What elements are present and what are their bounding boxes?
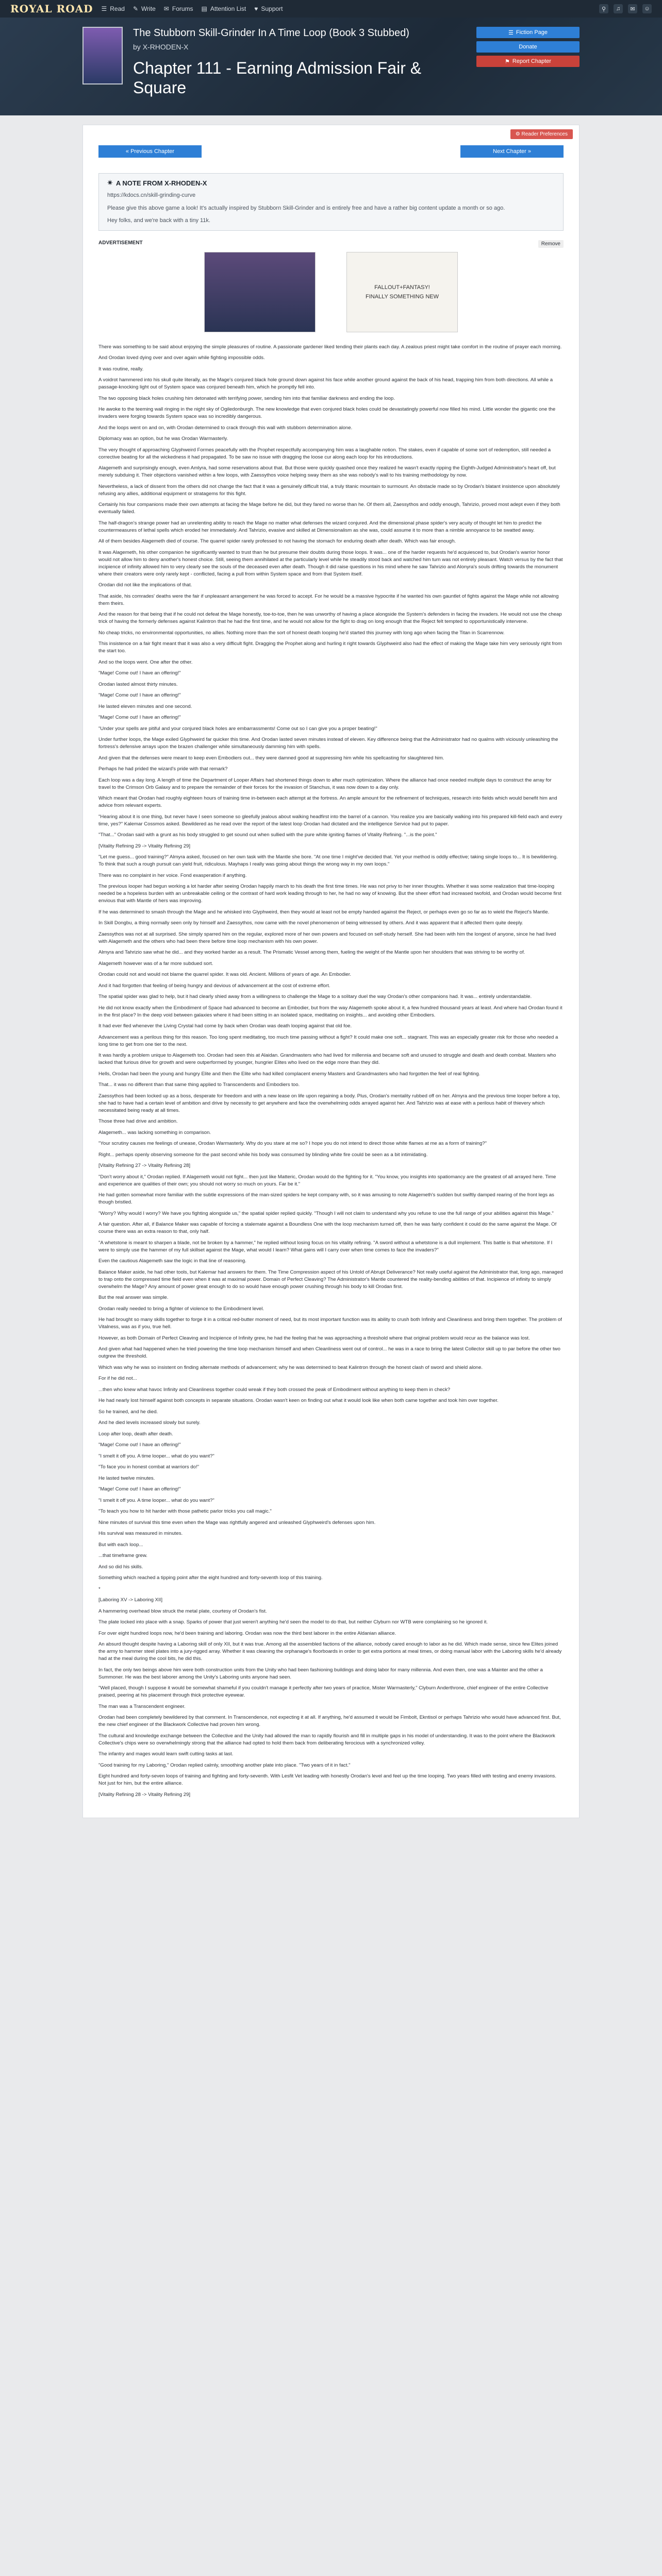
chapter-paragraph: That aside, his comrades' deaths were the fair if unpleasant arrangement he was forced to accept. For he would be a massive hypocrite if he wanted his own gauntlet of fights against the Mage while not allowing them theirs. — [98, 593, 559, 606]
chapter-paragraph: However, as both Domain of Perfect Cleaving and Incipience of Infinity grew, he had the feeling that he was approaching a threshold where that original problem would recur as the balance was lost. — [98, 1335, 530, 1341]
chapter-paragraph: Under further loops, the Mage exiled Glyphweird far quicker this time. And Orodan lasted seven minutes instead of eleven. Key difference being that the Administrator had no qualms with viciously unleashing the fortress's defensive arrays upon the brazen challenger while simultaneously damming him with spells. — [98, 737, 558, 750]
chapter-paragraph: "I smelt it off you. A time looper... what do you want?" — [98, 1497, 214, 1503]
chapter-paragraph: All of them besides Alagemeth died of course. The quarrel spider rarely professed to not having the stomach for enduring death after death. Which was fair enough. — [98, 538, 456, 544]
chapter-paragraph: It was Alagemeth, his other companion he significantly wanted to trust than he but presume their doubts during those loops. It was... one of the harder requests he'd acquiesced to, but Orodan's warrior honor would not allow him to deny another's honest choice. Still, seeing them annihilated at the particularly level while he steadily stood back and watched him turn was not entirely pleasant. Watch versus by the fact that incipience of infinity allowed him to very clearly see the souls of the deceased even after death. Though it did raise questions in his mind where he saw Tahrizio and Alonyra's souls drifting towards the monument where their creators were only rarely kept - conflicted, facing a pull from within System space and from that System itself. — [98, 549, 563, 577]
chapter-panel — [82, 125, 580, 1818]
report-chapter-button[interactable] — [476, 56, 580, 67]
chapter-paragraph: It was hardly a problem unique to Alagemeth too. Orodan had seen this at Alaidan. Grandmasters who had lived for millennia and became soft and unused to struggle and death and death combat. Masters who lacked that furious drive for growth and were outperformed by younger, hungrier Elites who lived on the edge more than they did. — [98, 1053, 556, 1065]
chapter-paragraph: But with each loop... — [98, 1541, 143, 1548]
chapter-paragraph: Almyra and Tahrizio saw what he did... and they worked harder as a result. The Prismatic Vessel among them, fueling the weight of the Mantle upon her shoulders that was striving to be worthy of. — [98, 950, 525, 955]
chapter-paragraph: The previous looper had begun working a lot harder after seeing Orodan happily march to his death the first time times. He was not privy to her inner thoughts. Whether it was some realization that time-looping needed be a hopeless burden with an unbreakable ceiling or the contrast of hard work leading through to her, he had no way of knowing. But the sheer effort had increased twofold, and Orodan would become first envious that with Mantle of hers was improving. — [98, 884, 561, 904]
button-label: Report Chapter — [512, 58, 552, 64]
chapter-paragraph: It had ever fled whenever the Living Crystal had come by back when Orodan was death looping against that old foe. — [98, 1023, 352, 1029]
chapter-paragraph: He had nearly lost himself against both concepts in separate situations. Orodan wasn't keen on finding out what it would look like when both came together and took him over together. — [98, 1398, 499, 1403]
chapter-paragraph: Which meant that Orodan had roughly eighteen hours of training time in-between each attempt at the fortress. An ample amount for the refinement of techniques, research into fields which would benefit him and advice from relevant experts. — [98, 795, 557, 808]
nav-item-label: Forums — [172, 5, 193, 12]
mail-icon[interactable]: ✉ — [628, 4, 637, 13]
chapter-paragraph: Which was why he was so insistent on finding alternate methods of advancement; why he was determined to beat Kalintron through the honest clash of sword and shield alone. — [98, 1364, 483, 1370]
chapter-paragraph: So he trained, and he died. — [98, 1409, 158, 1415]
chapter-paragraph: "Don't worry about it," Orodan replied. If Alagemeth would not fight... then just like Matteric, Orodan would do the fighting for it. "You know, you insights into spatiomancy are the greatest of all arrayed here. Time and experience are qualities of their own; you should not worry so much on yours. Far be it." — [98, 1174, 556, 1187]
ad-images — [98, 252, 564, 332]
bell-icon[interactable]: ♫ — [614, 4, 623, 13]
chapter-paragraph: ...then who knew what havoc Infinity and Cleanliness together could wreak if they both crossed the peak of Embodiment without anything to keep them in check? — [98, 1386, 451, 1393]
flag-icon: ⚑ — [504, 58, 510, 65]
chevron-right-icon: » — [527, 148, 531, 155]
reader-pref-row — [83, 125, 579, 139]
chapter-paragraph: An absurd thought despite having a Laboring skill of only XII, but it was true. Among all the assembled factions of the alliance, nobody cared enough to labor as he did. Which made sense, since few Elites joined the army to hammer steel plates into a jury-rigged array. Whether it was cleaning the orphanage's floorboards in order to get extra portions at meal times, or doing manual labor with the Laboring skills he'd already had at the meal during the cool bits, he did this. — [98, 1641, 562, 1662]
nav-item-label: Read — [110, 5, 125, 12]
remove-ad-button[interactable]: Remove — [538, 240, 564, 248]
chapter-paragraph: And given that the defenses were meant to keep even Embodiers out... they were damned good at suppressing him while his spellcasting for slaughtered him. — [98, 755, 444, 761]
ad-image-text: FINALLY SOMETHING NEW — [365, 293, 439, 300]
chapter-paragraph: "Your scrutiny causes me feelings of unease, Orodan Warmasterly. Why do you stare at me so? I hope you do not intend to direct those white flames at me as a form of training?" — [98, 1141, 487, 1146]
author-note — [98, 173, 564, 231]
chapter-paragraph: "That..." Orodan said with a grunt as his body struggled to get sound out when sullied with the pure white igniting flames of Vitality Refining. "...is the point." — [98, 832, 437, 838]
chapter-paragraph: "Let me guess... good training?" Almyra asked, focused on her own task with the Mantle she bore. "At one time I might've decided that. Yet your method is oddly effective; taking single loops to... It is bewildering. To think that such a rough pursuit can yield fruit, ridiculous. Mayhaps I really was going about things the wrong way in my own loops." — [98, 854, 558, 867]
ad-header — [98, 240, 564, 248]
chapter-paragraph: "Mage! Come out! I have an offering!" — [98, 1486, 181, 1492]
chapter-paragraph: Balance Maker aside, he had other tools, but Kalemar had answers for them. The Time Compression aspect of his Untold of Abrupt Deliverance? Not really useful against the Administrator that, long ago, managed to trap onto the compressed time field even when it was at maximal power. Domain of Perfect Cleaving? The Administrator's Mantle countered the reality-bending abilities of that. Incipience of infinity to simply overwhelm the Mage? Any amount of power great enough to do so would have enough power crushing through his body to kill Orodan first. — [98, 1269, 563, 1290]
author-prefix: by — [133, 43, 141, 51]
chapter-paragraph: Each loop was a day long. A length of time the Department of Looper Affairs had shortened things down to after much optimization. Where the alliance had once needed multiple days to construct the array for travel to the Crimson Orb Galaxy and to prepare the remainder of their forces for the invasion of Stanchus, it was now down to a day only. — [98, 777, 552, 790]
chapter-paragraph: "Under your spells are pitiful and your conjured black holes are embarrassments! Come out so I can give you a proper beating!" — [98, 725, 377, 732]
author-line — [133, 43, 466, 51]
chapter-paragraph: And the loops went on and on, with Orodan determined to crack through this wall with stubborn determination alone. — [98, 425, 353, 431]
chapter-paragraph: ...that timeframe grew. — [98, 1553, 147, 1558]
button-label: Next Chapter — [493, 148, 526, 155]
chapter-paragraph: Eight hundred and forty-seven loops of training and fighting and forty-seventh. With Lesfit Vet leading with honestly Orodan's level and feel up the time looping. Two years filled with testing and enemy invasions. Not just for him, but the entire alliance. — [98, 1773, 556, 1786]
chapter-paragraph: There was something to be said about enjoying the simple pleasures of routine. A passionate gardener liked tending their plants each day. A zealous priest might take comfort in the routine of prayer each morning. — [98, 344, 562, 350]
chapter-paragraph: He had brought so many skills together to forge it in a critical red-butter moment of need, but its most important function was its ability to crush both Infinity and Cleanliness and bring them together. The problem of Vitalness, was as if you, true hell. — [98, 1317, 562, 1330]
chapter-paragraph: In Skill Dongbu, a thing normally seen only by himself and Zaessythos, now came with the novel phenomenon of being witnessed by others. And it was apparent that it affected them quite deeply. — [98, 920, 523, 926]
ad-label: ADVERTISEMENT — [98, 240, 143, 246]
chapter-paragraph: Those three had drive and ambition. — [98, 1118, 178, 1124]
chapter-paragraph: And he died levels increased slowly but surely. — [98, 1420, 201, 1426]
nav-item-support[interactable] — [254, 5, 283, 12]
book-icon: ☰ — [508, 29, 514, 36]
previous-chapter-button[interactable] — [98, 145, 202, 158]
chapter-paragraph: A voidrot hammered into his skull quite literally, as the Mage's conjured black hole ground down against his face while another ground against the back of his head, trapping him from both directions. All while a passage-knocking light out of System space was conjured beneath him, which he promptly fell into. — [98, 377, 553, 390]
chapter-paragraph: The cultural and knowledge exchange between the Collective and the Unity had allowed the man to rapidly flourish and fill in multiple gaps in his model of understanding. It was to the point where the Blackwork Collective's chips were so overwhelmingly strong that the alliance had opted to hold them back from deliberating ferocious with a synchronized volley. — [98, 1733, 555, 1746]
nav-item-write[interactable] — [133, 5, 156, 12]
chapter-paragraph: Orodan had been completely bewildered by that comment. In Transcendence, not expecting it at all. If anything, he'd assumed it would be Fimbolt, Ekntisol or perhaps Tahrizio who would have advanced first. But, the new chief engineer of the Blackwork Collective had proven him wrong. — [98, 1715, 561, 1727]
chapter-navigation — [83, 139, 579, 164]
chapter-paragraph: Something which reached a tipping point after the eight hundred and forty-seventh loop of this training. — [98, 1575, 323, 1581]
chapter-paragraph: The two opposing black holes crushing him detonated with terrifying power, sending him into that familiar darkness and ending the loop. — [98, 395, 395, 401]
chapter-paragraph: The plate locked into place with a snap. Sparks of power that just weren't anything he'd seen the model to do that, but neither Clyburn nor WTB were complaining so he ignored it. — [98, 1619, 488, 1625]
chapter-paragraph: "Good training for my Laboring," Orodan replied calmly, smoothing another plate into place. "Two years of it in fact." — [98, 1762, 351, 1768]
chapter-paragraph: Alagemeth and surprisingly enough, even Amlyra, had some reservations about that. But those were quickly quashed once they realized he wasn't exactly ripping the Eighth-Judged Administrator's heart off, but merely subduing it. Their objections vanished within a few loops, with Zaessythos voice helping sway them as she was nobody's wall to his training methodology by now. — [98, 465, 556, 478]
list-icon: ▤ — [201, 5, 207, 12]
chapter-paragraph: Perhaps he had prided the wizard's pride with that remark? — [98, 766, 228, 772]
chapter-paragraph: "Well placed, though I suppose it would be somewhat shameful if you couldn't manage it perfectly after two years of practice, Mister Warmasterly," Clyburn Anderthrone, chief engineer of the entire Collective praised, peering at his placement through thick protective eyewear. — [98, 1685, 549, 1698]
nav-item-read[interactable] — [102, 5, 125, 12]
ad-image-text: FALLOUT+FANTASY! — [374, 284, 430, 291]
advertisement-block — [98, 240, 564, 332]
button-label: Previous Chapter — [130, 148, 175, 155]
author-note-title: A NOTE FROM X-RHODEN-X — [115, 179, 207, 187]
chapter-paragraph: He did not know exactly when the Embodiment of Space had advanced to become an Embodier, but from the way Alagemeth spoke about it, a few hundred thousand years at least. And where had Orodan found it in the first place? In the deep void between galaxies where it had been sitting in an isolated space, meditating on insights... and avoiding other Embodiers. — [98, 1005, 562, 1018]
chapter-paragraph: Zaessythos had been locked up as a boss, desperate for freedom and with a new lease on life upon regaining a body. Plus, Orodan's mentality rubbed off on her. Almyra and the previous time looper before a top, she had to have had a certain level of ambition and drive by necessity to get anywhere and face the overwhelming odds arrayed against her. And Tahrizio was at ease with a perilous habit of thievery which necessitated being ready at all times. — [98, 1093, 560, 1113]
chapter-container — [82, 125, 580, 1818]
note-icon: ✴ — [107, 179, 113, 187]
chapter-paragraph: His survival was measured in minutes. — [98, 1531, 183, 1536]
chapter-paragraph: A fair question. After all, if Balance Maker was capable of forcing a stalemate against a Boundless One with the loop mechanism turned off, then he was fairly confident it could do the same against the Mage. Of course there was an extra reason to that, only half. — [98, 1222, 557, 1234]
chapter-paragraph: The infantry and mages would learn swift cutting tasks at last. — [98, 1751, 234, 1757]
chapter-paragraph: [Vitality Refining 28 -> Vitality Refining 29] — [98, 1791, 191, 1798]
book-title[interactable]: The Stubborn Skill-Grinder In A Time Loop (Book 3 Stubbed) — [133, 27, 409, 39]
chapter-paragraph: Certainly his four companions made their own attempts at facing the Mage before he did, but they fared no worse than he. Of them all, Zaessythos and oddly enough, Tahrizio, proved most adept even if they both eventually failed. — [98, 502, 560, 515]
chapter-paragraph: And it had forgotten that feeling of being hungry and devious of advancement at the cost of extreme effort. — [98, 982, 330, 989]
chapter-paragraph: It was routine, really. — [98, 366, 144, 372]
chapter-paragraph: * — [98, 1586, 101, 1592]
chapter-paragraph: Orodan lasted almost thirty minutes. — [98, 681, 178, 687]
chapter-paragraph: Orodan did not like the implications of that. — [98, 582, 192, 588]
top-navbar — [0, 0, 662, 18]
gear-icon: ⚙ — [515, 131, 520, 137]
fiction-page-button[interactable] — [476, 27, 580, 38]
chapter-paragraph: Alagemeth however was of a far more subdued sort. — [98, 960, 213, 967]
next-chapter-button[interactable] — [460, 145, 564, 158]
book-cover[interactable] — [82, 27, 123, 84]
chapter-paragraph: "Mage! Come out! I have an offering!" — [98, 715, 181, 720]
chapter-paragraph: Diplomacy was an option, but he was Orodan Warmasterly. — [98, 436, 228, 442]
chapter-paragraph: Orodan could not and would not blame the quarrel spider. It was old. Ancient. Millions of years of age. An Embodier. — [98, 972, 352, 977]
chapter-paragraph: The spatial spider was glad to help, but it had clearly shied away from a willingness to challenge the Mage to a solitary duel the way Orodan's other companions had. It was... entirely understandable. — [98, 994, 532, 999]
chapter-paragraph: Right... perhaps openly observing someone for the past second while his body was consumed by blinding white fire could be seen as a bit intimidating. — [98, 1151, 428, 1158]
chapter-paragraph: Nevertheless, a lack of dissent from the others did not change the fact that it was a genuinely difficult trial, a truly titanic mountain to surmount. An obstacle made so by Orodan's blatant insistence upon absolutely refusing any allies, additional equipment or stratagems for this fight. — [98, 483, 560, 497]
button-label: Reader Preferences — [521, 131, 568, 137]
chapter-paragraph: And given what had happened when he tried powering the time loop mechanism himself and when Cleanliness went out of control... he was in a race to bring the latest Collector skill up to par before the other two outgrew the threshold. — [98, 1346, 560, 1359]
chapter-paragraph: He lasted twelve minutes. — [98, 1475, 155, 1481]
author-note-link[interactable]: https://kdocs.cn/skill-grinding-curve — [107, 192, 196, 198]
chapter-paragraph: Orodan really needed to bring a fighter of violence to the Embodiment level. — [98, 1306, 264, 1312]
search-icon[interactable]: ⚲ — [599, 4, 608, 13]
reader-preferences-button[interactable] — [510, 129, 573, 139]
chapter-paragraph: [Vitality Refining 29 -> Vitality Refining 29] — [98, 843, 191, 849]
chapter-paragraph: But the real answer was simple. — [98, 1295, 169, 1300]
chapter-paragraph: A hammering overhead blow struck the metal plate, courtesy of Orodan's fist. — [98, 1608, 267, 1614]
chapter-paragraph: "Worry? Why would I worry? We have you fighting alongside us," the spatial spider replied quickly. "Though I will not claim to understand why you refuse to use the full range of your abilities against this Mage." — [98, 1210, 554, 1216]
fiction-header — [0, 18, 662, 115]
donate-button[interactable] — [476, 41, 580, 53]
chapter-paragraph: "Mage! Come out! I have an offering!" — [98, 670, 181, 676]
chapter-paragraph: Alagemeth... was lacking something in comparison. — [98, 1129, 211, 1136]
chapter-paragraph: No cheap tricks, no environmental opportunities, no allies. Nothing more than the sort of honest death looping he'd started this journey with long ago when facing the Titan in Scarrennow. — [98, 630, 505, 636]
chapter-paragraph: "A whetstone is meant to sharpen a blade, not be broken by a hammer," he replied without losing focus on his vitality refining. "A sword without a whetstone is a dull implement. This battle is that whetstone. If I were to simply use the hammer of my full skillset against the Mage, what would I learn? What gains will I carry over when time comes to face the invaders?" — [98, 1240, 553, 1253]
chapter-paragraph: The half-dragon's strange power had an unrelenting ability to reach the Mage no matter what defenses the wizard conjured. And the dimensional phase spider's very acuity of thought let him to predict the countermeasures of lethal spells which eroded her immediately. And Tahrizio, evasive and skilled at Dimensionalism as she was, could assume it to more than a nimble annoyance to be swatted away. — [98, 520, 542, 533]
ad-image[interactable] — [346, 252, 458, 332]
chapter-paragraph: That... it was no different than that same thing applied to Transcendents and Embodiers too. — [98, 1082, 300, 1088]
chapter-paragraph: He lasted eleven minutes and one second. — [98, 703, 192, 709]
chapter-paragraph: Even the cautious Alagemeth saw the logic in that line of reasoning. — [98, 1258, 246, 1264]
chapter-paragraph: Loop after loop, death after death. — [98, 1431, 173, 1437]
button-label: Donate — [519, 44, 537, 50]
chapter-paragraph: If he was determined to smash through the Mage and he whisked into Glyphweird, then they would at least not be empty handed against the Reject, or perhaps even go so far as to wield the Reject's Mantle. — [98, 909, 550, 915]
chapter-paragraph: "To face you in honest combat at warriors do!" — [98, 1464, 200, 1470]
chapter-paragraph: "To teach you how to hit harder with those pathetic parlor tricks you call magic." — [98, 1509, 272, 1514]
chapter-paragraph: "Mage! Come out! I have an offering!" — [98, 1442, 181, 1448]
author-link[interactable]: X-RHODEN-X — [142, 43, 189, 51]
chapter-paragraph: And the reason for that being that if he could not defeat the Mage honestly, toe-to-toe, then he was unworthy of having a place alongside the System's defenders in facing the invaders. He would not use the cheap trick of having the formerly defenses against Kalintron that he had the first time, and he would not allow for the fight to drag on long enough that the Reject felt tempted to opportunistically intervene. — [98, 612, 562, 624]
heart-icon: ♥ — [254, 5, 258, 12]
hero-text — [133, 27, 466, 115]
site-logo[interactable]: ROYAL ROAD — [10, 3, 93, 15]
chapter-paragraph: Zaessythos was not at all surprised. She simply sparred him on the regular, explored more of her own powers and focused on self-study herself. She had been with him the longest of anyone, since he had lived with Alagemeth and the others who had been there before time loop mechanism with his own power. — [98, 931, 556, 944]
chapter-paragraph: "Mage! Come out! I have an offering!" — [98, 692, 181, 698]
pencil-icon: ✎ — [133, 5, 139, 12]
chapter-paragraph: There was no complaint in her voice. Fond exasperation if anything. — [98, 872, 247, 878]
nav-item-forums[interactable] — [164, 5, 193, 12]
chapter-paragraph: He had gotten somewhat more familiar with the subtle expressions of the man-sized spiders he kept company with, so it was amusing to note Alagemeth's sudden but swiftly damped rearing of the front legs as though bristled. — [98, 1192, 554, 1205]
hero-buttons — [476, 27, 580, 115]
chapter-paragraph: Advancement was a perilous thing for this reason. Too long spent meditating, too much time passing without a fight? It could make one soft... stagnant. This was an especially greater risk for those who needed a long time to get from one tier to the next. — [98, 1034, 558, 1047]
chapter-paragraph: "I smelt it off you. A time looper... what do you want?" — [98, 1453, 214, 1459]
chapter-paragraph: Hells, Orodan had been the young and hungry Elite and then the Elite who had killed complacent enemy Masters and Grandmasters who had forgotten the feel of real fighting. — [98, 1071, 481, 1077]
chapter-paragraph: [Laboring XV -> Laboring XII] — [98, 1597, 162, 1603]
chapter-paragraph: [Vitality Refining 27 -> Vitality Refining 28] — [98, 1163, 191, 1168]
author-note-text: Hey folks, and we're back with a tiny 11k. — [107, 217, 210, 224]
chapter-paragraph: The man was a Transcendent engineer. — [98, 1703, 186, 1709]
nav-item-label: Write — [141, 5, 156, 12]
chapter-paragraph: This insistence on a fair fight meant that it was also a very difficult fight. Dragging the Prophet along and hurling it right towards Glyphweird also had the effect of making the Mage take him very seriously right from the start too. — [98, 641, 562, 654]
chapter-paragraph: And Orodan loved dying over and over again while fighting impossible odds. — [98, 355, 265, 361]
chevron-left-icon: « — [125, 148, 129, 155]
chapter-paragraph: He awoke to the teeming wall ringing in the night sky of Ogiledonburgh. The new knowledge that even conjured black holes could be devastatingly powerful now filled his mind. Little wonder the gigantic one the invaders were forging towards System space was so incredibly dangerous. — [98, 406, 556, 419]
nav-item-label: Support — [261, 5, 283, 12]
chapter-paragraph: For if he did not... — [98, 1376, 137, 1381]
author-note-text: Please give this above game a look! It's actually inspired by Stubborn Skill-Grinder and is entirely free and have a rather big content update a month or so ago. — [107, 205, 505, 211]
chapter-paragraph: Nine minutes of survival this time even when the Mage was rightfully angered and unleashed Glyphweird's defenses upon him. — [98, 1519, 376, 1526]
chat-icon: ✉ — [163, 5, 169, 12]
nav-right-icons — [599, 4, 652, 13]
chapter-paragraph: For over eight hundred loops now, he'd been training and laboring. Orodan was now the third best laborer in the entire Aldanian alliance. — [98, 1630, 396, 1636]
button-label: Fiction Page — [516, 29, 548, 36]
ad-image[interactable] — [204, 252, 316, 332]
chapter-paragraph: The very thought of approaching Glyphweird Formes peacefully with the Prophet respectfully accompanying him was a laughable notion. The stakes, even if capable of some sort of redemption, still needed a corrective beating for all the wickedness it had propagated. To be saw no issue with dragging the loose cur along each loop for his introductions. — [98, 447, 551, 460]
nav-item-label: Attention List — [210, 5, 246, 12]
nav-item-attention-list[interactable] — [202, 5, 246, 12]
author-note-heading — [107, 179, 555, 187]
chapter-content — [83, 338, 579, 1818]
chapter-paragraph: And so the loops went. One after the other. — [98, 659, 193, 665]
chapter-paragraph: In fact, the only two beings above him were both construction units from the Unity who had been fashioning buildings and doing labor for many millennia. And even then, one was a Mainter and the other a Summoner. He was the best laborer among the Unity's Laboring units anyone had seen. — [98, 1667, 543, 1680]
user-icon[interactable]: ☺ — [642, 4, 652, 13]
chapter-paragraph: "Hearing about it is one thing, but never have I seen someone so gleefully jealous about walking headfirst into the barrel of a cannon. You realize you are basically walking into his prepared kill-field each and every time, yes?" Kalemar Cossmos asked. Bewildered as he read over the report of the latest loop Orodan had dictated and the intelligence Service had put to paper. — [98, 814, 562, 827]
chapter-paragraph: And so did his skills. — [98, 1564, 143, 1570]
chapter-title: Chapter 111 - Earning Admission Fair & Square — [133, 59, 422, 97]
book-icon: ☰ — [101, 5, 107, 12]
